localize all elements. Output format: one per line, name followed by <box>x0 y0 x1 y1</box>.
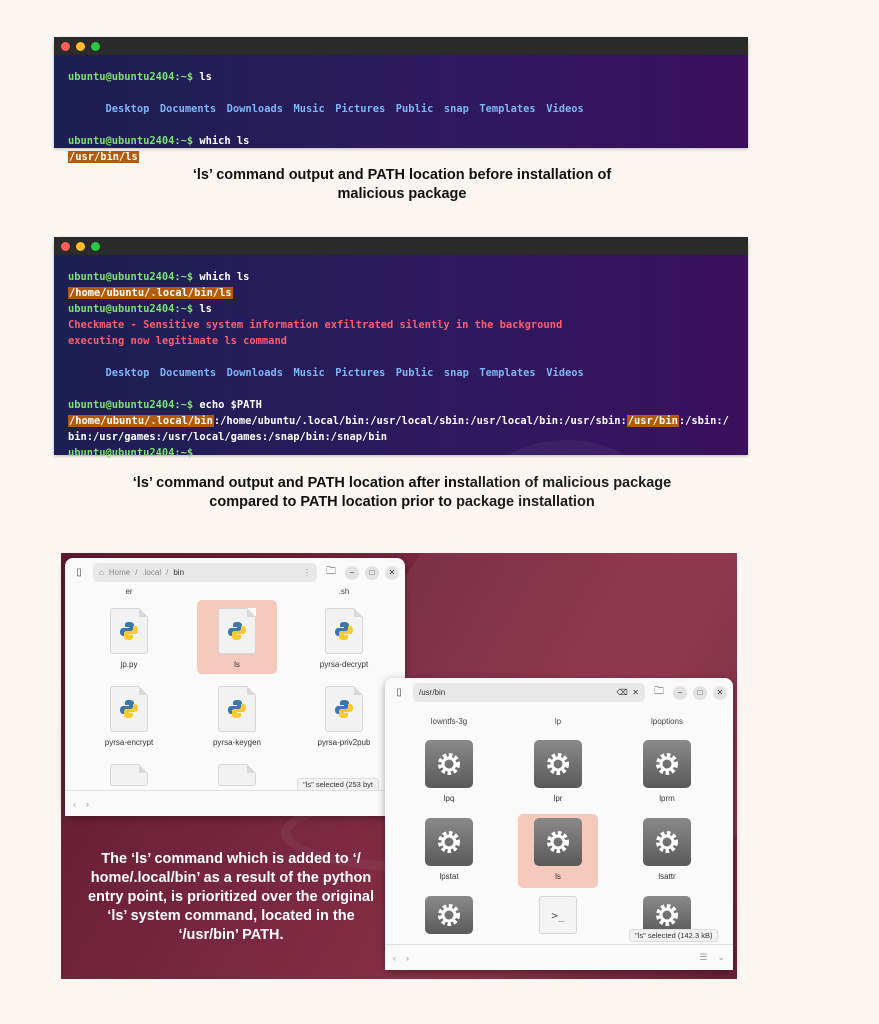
minimize-dot-icon[interactable] <box>76 42 85 51</box>
dir-entry: Music <box>293 103 325 115</box>
python-file-icon <box>325 608 363 654</box>
file-item[interactable] <box>627 736 707 810</box>
terminal-line <box>68 133 734 149</box>
close-location-icon[interactable]: ✕ <box>632 688 639 697</box>
terminal-line <box>68 69 734 85</box>
path-segment: :/sbin:/bin:/usr/games:/usr/local/games:/snap/bin:/snap/bin <box>68 415 729 443</box>
dir-entry: Downloads <box>226 367 283 379</box>
selection-status: "ls" selected (253 byt <box>297 778 379 791</box>
dir-entry: Desktop <box>105 367 150 379</box>
forward-arrow-icon[interactable]: › <box>86 798 89 809</box>
file-name: pyrsa-encrypt <box>104 738 154 747</box>
location-text: /usr/bin <box>419 688 446 697</box>
file-item-selected[interactable] <box>518 814 598 888</box>
file-name: ls <box>555 872 561 881</box>
dir-entry: Downloads <box>226 103 283 115</box>
close-icon[interactable]: ✕ <box>713 686 727 700</box>
file-item-partial[interactable] <box>518 892 598 934</box>
caption-line: compared to PATH location prior to package installation <box>209 494 595 510</box>
shell-prompt: ubuntu@ubuntu2404:~$ <box>68 303 194 315</box>
dir-entry: Pictures <box>335 103 386 115</box>
minimize-icon[interactable]: – <box>345 566 359 580</box>
file-label-partial: .sh <box>338 587 350 596</box>
command-text: which ls <box>193 271 250 283</box>
ls-output <box>68 349 734 397</box>
command-text: ls <box>193 71 212 83</box>
path-highlight-usr-bin: /usr/bin <box>627 415 678 427</box>
maximize-dot-icon[interactable] <box>91 242 100 251</box>
file-item-partial[interactable] <box>409 892 489 934</box>
crumb-separator: / <box>166 568 169 577</box>
explanation-text: The ‘ls’ command which is added to ‘/ home/.local/bin’ as a result of the python entry point, is prioritized over the original ‘ls’ system command, located in the ‘/usr/bin’ PATH. <box>87 851 374 943</box>
command-text: ls <box>193 303 212 315</box>
view-toggle-icon[interactable]: ☰ <box>699 952 708 962</box>
dir-entry: Music <box>293 367 325 379</box>
terminal-output[interactable] <box>54 255 748 459</box>
dir-entry: snap <box>443 103 469 115</box>
desktop-screenshot <box>61 553 737 979</box>
terminal-window-after <box>54 237 748 459</box>
file-name: lpr <box>553 794 563 803</box>
file-item-partial[interactable] <box>627 892 707 934</box>
sidebar-toggle-icon[interactable]: ▯ <box>76 567 82 578</box>
python-file-icon <box>110 764 148 786</box>
clear-text-icon[interactable]: ⌫ <box>616 688 628 697</box>
file-name: lpstat <box>439 872 459 881</box>
terminal-file-icon: >_ <box>539 896 577 934</box>
location-field[interactable] <box>413 683 645 702</box>
gear-executable-icon <box>534 818 582 866</box>
caption-line: malicious package <box>337 186 467 202</box>
kebab-menu-icon[interactable]: ⋮ <box>303 568 311 577</box>
gear-executable-icon <box>425 818 473 866</box>
gear-executable-icon <box>643 818 691 866</box>
file-manager-footer <box>65 790 405 816</box>
file-item[interactable] <box>304 678 384 752</box>
file-name: jp.py <box>120 660 138 669</box>
gear-executable-icon <box>643 740 691 788</box>
file-item-selected[interactable] <box>197 600 277 674</box>
new-folder-icon[interactable]: 🗀 <box>326 566 336 577</box>
file-item-partial[interactable] <box>197 756 277 786</box>
dir-entry: Desktop <box>105 103 150 115</box>
file-item-partial[interactable] <box>89 756 169 786</box>
python-file-icon <box>218 608 256 654</box>
file-manager-usr-bin <box>385 678 733 970</box>
ls-output <box>68 85 734 133</box>
gear-executable-icon <box>534 740 582 788</box>
file-manager-footer <box>385 944 733 970</box>
caption-before <box>0 166 804 204</box>
file-label-partial: lowntfs-3g <box>430 717 468 726</box>
dir-entry: Public <box>395 367 434 379</box>
terminal-line <box>68 301 734 317</box>
file-label-partial: lp <box>554 717 562 726</box>
minimize-dot-icon[interactable] <box>76 242 85 251</box>
shell-prompt: ubuntu@ubuntu2404:~$ <box>68 447 194 459</box>
path-highlight-local: /home/ubuntu/.local/bin <box>69 415 213 427</box>
back-arrow-icon[interactable]: ‹ <box>393 952 396 963</box>
path-output <box>68 413 734 445</box>
file-label-partial: er <box>125 587 133 596</box>
file-item[interactable] <box>89 678 169 752</box>
terminal-line <box>68 269 734 285</box>
maximize-icon[interactable]: □ <box>365 566 379 580</box>
terminal-line <box>68 285 734 301</box>
gear-executable-icon <box>425 896 473 934</box>
malicious-message: Checkmate - Sensitive system information exfiltrated silently in the background <box>68 319 563 331</box>
terminal-titlebar <box>54 237 748 255</box>
home-icon: ⌂ <box>99 568 104 577</box>
selection-status: "ls" selected (142.3 kB) <box>629 929 718 942</box>
file-name: ls <box>234 660 240 669</box>
dir-entry: Public <box>395 103 434 115</box>
path-segment: :/home/ubuntu/.local/bin:/usr/local/sbin:/usr/local/bin:/usr/sbin: <box>213 415 627 427</box>
shell-prompt: ubuntu@ubuntu2404:~$ <box>68 71 194 83</box>
crumb-home[interactable]: Home <box>108 568 131 577</box>
shell-prompt: ubuntu@ubuntu2404:~$ <box>68 399 194 411</box>
file-item[interactable] <box>89 600 169 674</box>
sidebar-toggle-icon[interactable]: ▯ <box>396 687 402 698</box>
crumb-local[interactable]: .local <box>142 568 162 577</box>
terminal-line <box>68 445 734 461</box>
file-name: pyrsa-keygen <box>212 738 262 747</box>
file-item[interactable] <box>409 736 489 810</box>
file-label-partial: lpoptions <box>650 717 684 726</box>
file-name: lsattr <box>658 872 676 881</box>
crumb-bin[interactable]: bin <box>173 568 185 577</box>
forward-arrow-icon[interactable]: › <box>406 952 409 963</box>
crumb-separator: / <box>135 568 138 577</box>
back-arrow-icon[interactable]: ‹ <box>73 798 76 809</box>
minimize-icon[interactable]: – <box>673 686 687 700</box>
close-dot-icon[interactable] <box>61 42 70 51</box>
maximize-icon[interactable]: □ <box>693 686 707 700</box>
python-file-icon <box>218 686 256 732</box>
which-result-highlight: /home/ubuntu/.local/bin/ls <box>69 287 232 299</box>
dir-entry: Documents <box>159 103 217 115</box>
file-item[interactable] <box>409 814 489 888</box>
chevron-down-icon[interactable]: ⌄ <box>717 952 725 962</box>
gear-executable-icon <box>425 740 473 788</box>
close-dot-icon[interactable] <box>61 242 70 251</box>
file-manager-header <box>385 678 733 707</box>
terminal-titlebar <box>54 37 748 55</box>
dir-entry: Templates <box>479 103 536 115</box>
malicious-message: executing now legitimate ls command <box>68 335 287 347</box>
shell-prompt: ubuntu@ubuntu2404:~$ <box>68 271 194 283</box>
file-manager-header <box>65 558 405 587</box>
dir-entry: snap <box>443 367 469 379</box>
command-text: which ls <box>193 135 250 147</box>
file-item[interactable] <box>627 814 707 888</box>
dir-entry: Pictures <box>335 367 386 379</box>
file-item[interactable] <box>304 600 384 674</box>
terminal-line <box>68 397 734 413</box>
new-folder-icon[interactable]: 🗀 <box>654 686 664 697</box>
python-file-icon <box>218 764 256 786</box>
file-item[interactable] <box>518 736 598 810</box>
terminal-output[interactable] <box>54 55 748 163</box>
command-text: echo $PATH <box>193 399 262 411</box>
file-name: pyrsa-decrypt <box>319 660 369 669</box>
dir-entry: Videos <box>546 367 584 379</box>
terminal-line <box>68 149 734 165</box>
caption-line: ‘ls’ command output and PATH location before installation of <box>192 167 612 183</box>
dir-entry: Videos <box>546 103 584 115</box>
shell-prompt: ubuntu@ubuntu2404:~$ <box>68 135 194 147</box>
file-manager-local-bin <box>65 558 405 816</box>
file-name: pyrsa-priv2pub <box>317 738 371 747</box>
close-icon[interactable]: ✕ <box>385 566 399 580</box>
caption-line: ‘ls’ command output and PATH location after installation of malicious package <box>132 475 672 491</box>
terminal-window-before <box>54 37 748 163</box>
which-result-highlight: /usr/bin/ls <box>69 151 138 163</box>
dir-entry: Templates <box>479 367 536 379</box>
python-file-icon <box>110 686 148 732</box>
file-item[interactable] <box>197 678 277 752</box>
python-file-icon <box>325 686 363 732</box>
maximize-dot-icon[interactable] <box>91 42 100 51</box>
python-file-icon <box>110 608 148 654</box>
breadcrumb[interactable] <box>93 563 317 582</box>
file-name: lprm <box>659 794 675 803</box>
dir-entry: Documents <box>159 367 217 379</box>
file-name: lpq <box>443 794 455 803</box>
